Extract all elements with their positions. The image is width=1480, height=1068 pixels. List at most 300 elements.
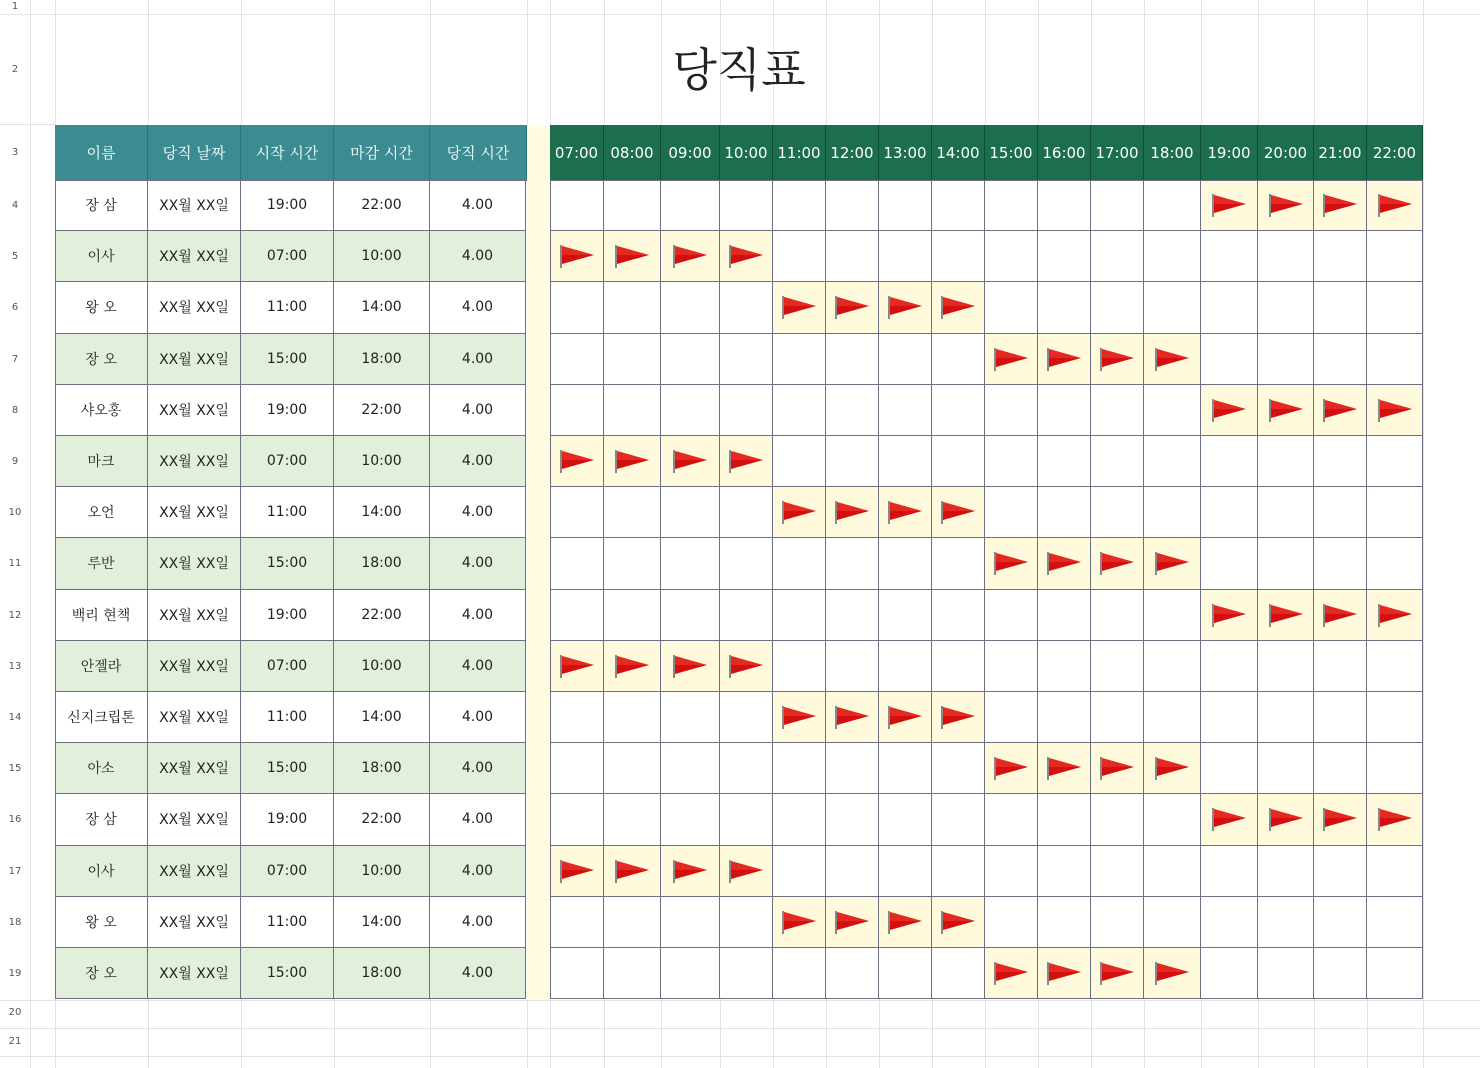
empty-hour-cell[interactable] (985, 590, 1038, 641)
hour-header[interactable]: 12:00 (826, 125, 879, 180)
row-date-cell[interactable]: XX월 XX일 (148, 692, 241, 743)
row-date-cell[interactable]: XX월 XX일 (148, 180, 241, 231)
row-end-cell[interactable]: 18:00 (334, 334, 430, 385)
row-start-cell[interactable]: 19:00 (241, 385, 334, 436)
empty-hour-cell[interactable] (1367, 436, 1423, 487)
empty-hour-cell[interactable] (1091, 692, 1144, 743)
row-end-cell[interactable]: 18:00 (334, 538, 430, 589)
row-start-cell[interactable]: 07:00 (241, 846, 334, 897)
duty-flag-cell[interactable] (1144, 538, 1201, 589)
empty-hour-cell[interactable] (1367, 538, 1423, 589)
duty-flag-cell[interactable] (932, 897, 985, 948)
empty-hour-cell[interactable] (826, 948, 879, 999)
empty-hour-cell[interactable] (1091, 385, 1144, 436)
empty-hour-cell[interactable] (932, 794, 985, 845)
empty-hour-cell[interactable] (550, 794, 604, 845)
row-end-cell[interactable]: 10:00 (334, 641, 430, 692)
duty-flag-cell[interactable] (826, 897, 879, 948)
empty-hour-cell[interactable] (661, 538, 720, 589)
duty-flag-cell[interactable] (661, 641, 720, 692)
empty-hour-cell[interactable] (826, 334, 879, 385)
empty-hour-cell[interactable] (985, 180, 1038, 231)
row-end-cell[interactable]: 22:00 (334, 385, 430, 436)
row-start-cell[interactable]: 15:00 (241, 334, 334, 385)
empty-hour-cell[interactable] (1091, 641, 1144, 692)
empty-hour-cell[interactable] (1367, 692, 1423, 743)
empty-hour-cell[interactable] (1201, 282, 1258, 333)
empty-hour-cell[interactable] (661, 180, 720, 231)
hour-header[interactable]: 09:00 (661, 125, 720, 180)
duty-flag-cell[interactable] (1144, 948, 1201, 999)
empty-hour-cell[interactable] (985, 897, 1038, 948)
empty-hour-cell[interactable] (773, 538, 826, 589)
empty-hour-cell[interactable] (720, 590, 773, 641)
empty-hour-cell[interactable] (661, 590, 720, 641)
duty-flag-cell[interactable] (1201, 794, 1258, 845)
row-number[interactable]: 20 (8, 1007, 22, 1019)
duty-flag-cell[interactable] (1258, 794, 1314, 845)
duty-flag-cell[interactable] (773, 692, 826, 743)
duty-flag-cell[interactable] (661, 436, 720, 487)
duty-flag-cell[interactable] (985, 743, 1038, 794)
row-start-cell[interactable]: 11:00 (241, 692, 334, 743)
row-date-cell[interactable]: XX월 XX일 (148, 846, 241, 897)
duty-flag-cell[interactable] (1314, 180, 1367, 231)
row-number[interactable]: 9 (11, 456, 19, 467)
empty-hour-cell[interactable] (1038, 794, 1091, 845)
row-number[interactable]: 10 (8, 507, 22, 519)
empty-hour-cell[interactable] (550, 487, 604, 538)
empty-hour-cell[interactable] (720, 897, 773, 948)
empty-hour-cell[interactable] (550, 897, 604, 948)
row-hours-cell[interactable]: 4.00 (430, 743, 526, 794)
row-number[interactable]: 19 (8, 968, 22, 979)
row-start-cell[interactable]: 07:00 (241, 436, 334, 487)
empty-hour-cell[interactable] (550, 692, 604, 743)
empty-hour-cell[interactable] (1367, 334, 1423, 385)
empty-hour-cell[interactable] (1258, 334, 1314, 385)
empty-hour-cell[interactable] (604, 180, 661, 231)
empty-hour-cell[interactable] (550, 180, 604, 231)
row-date-cell[interactable]: XX월 XX일 (148, 538, 241, 589)
empty-hour-cell[interactable] (550, 282, 604, 333)
empty-hour-cell[interactable] (1201, 846, 1258, 897)
empty-hour-cell[interactable] (1091, 436, 1144, 487)
hour-header[interactable]: 10:00 (720, 125, 773, 180)
hour-header[interactable]: 07:00 (550, 125, 604, 180)
empty-hour-cell[interactable] (1144, 794, 1201, 845)
empty-hour-cell[interactable] (1314, 897, 1367, 948)
empty-hour-cell[interactable] (985, 231, 1038, 282)
hour-header[interactable]: 11:00 (773, 125, 826, 180)
duty-flag-cell[interactable] (1144, 334, 1201, 385)
empty-hour-cell[interactable] (1038, 231, 1091, 282)
empty-hour-cell[interactable] (1038, 897, 1091, 948)
empty-hour-cell[interactable] (1144, 590, 1201, 641)
empty-hour-cell[interactable] (773, 334, 826, 385)
column-header[interactable]: 시작 시간 (241, 125, 334, 180)
duty-flag-cell[interactable] (826, 487, 879, 538)
row-end-cell[interactable]: 22:00 (334, 180, 430, 231)
empty-hour-cell[interactable] (1038, 692, 1091, 743)
hour-header[interactable]: 21:00 (1314, 125, 1367, 180)
row-hours-cell[interactable]: 4.00 (430, 846, 526, 897)
empty-hour-cell[interactable] (1091, 590, 1144, 641)
empty-hour-cell[interactable] (826, 385, 879, 436)
empty-hour-cell[interactable] (720, 282, 773, 333)
duty-flag-cell[interactable] (1258, 590, 1314, 641)
duty-flag-cell[interactable] (1091, 334, 1144, 385)
duty-flag-cell[interactable] (661, 846, 720, 897)
duty-flag-cell[interactable] (661, 231, 720, 282)
row-hours-cell[interactable]: 4.00 (430, 590, 526, 641)
row-name-cell[interactable]: 왕 오 (55, 282, 148, 333)
empty-hour-cell[interactable] (1091, 794, 1144, 845)
column-header[interactable]: 마감 시간 (334, 125, 430, 180)
empty-hour-cell[interactable] (1144, 846, 1201, 897)
empty-hour-cell[interactable] (985, 692, 1038, 743)
row-number[interactable]: 13 (8, 660, 22, 672)
duty-flag-cell[interactable] (720, 846, 773, 897)
empty-hour-cell[interactable] (985, 641, 1038, 692)
empty-hour-cell[interactable] (661, 897, 720, 948)
hour-header[interactable]: 16:00 (1038, 125, 1091, 180)
empty-hour-cell[interactable] (773, 231, 826, 282)
empty-hour-cell[interactable] (1201, 538, 1258, 589)
row-end-cell[interactable]: 22:00 (334, 590, 430, 641)
duty-flag-cell[interactable] (879, 692, 932, 743)
row-start-cell[interactable]: 19:00 (241, 590, 334, 641)
empty-hour-cell[interactable] (773, 641, 826, 692)
empty-hour-cell[interactable] (604, 334, 661, 385)
empty-hour-cell[interactable] (932, 590, 985, 641)
empty-hour-cell[interactable] (1367, 487, 1423, 538)
empty-hour-cell[interactable] (661, 794, 720, 845)
empty-hour-cell[interactable] (932, 334, 985, 385)
empty-hour-cell[interactable] (1258, 743, 1314, 794)
duty-flag-cell[interactable] (879, 282, 932, 333)
row-number[interactable]: 2 (11, 64, 19, 75)
empty-hour-cell[interactable] (1314, 948, 1367, 999)
empty-hour-cell[interactable] (1201, 231, 1258, 282)
empty-hour-cell[interactable] (879, 590, 932, 641)
column-header[interactable]: 당직 시간 (430, 125, 527, 180)
duty-flag-cell[interactable] (720, 231, 773, 282)
row-number[interactable]: 8 (11, 404, 19, 416)
empty-hour-cell[interactable] (1091, 180, 1144, 231)
row-name-cell[interactable]: 아소 (55, 743, 148, 794)
empty-hour-cell[interactable] (879, 385, 932, 436)
empty-hour-cell[interactable] (932, 231, 985, 282)
empty-hour-cell[interactable] (1144, 641, 1201, 692)
row-name-cell[interactable]: 안젤라 (55, 641, 148, 692)
empty-hour-cell[interactable] (1314, 231, 1367, 282)
empty-hour-cell[interactable] (604, 282, 661, 333)
hour-header[interactable]: 08:00 (604, 125, 661, 180)
duty-flag-cell[interactable] (604, 231, 661, 282)
duty-flag-cell[interactable] (1038, 334, 1091, 385)
duty-flag-cell[interactable] (1038, 743, 1091, 794)
empty-hour-cell[interactable] (1258, 641, 1314, 692)
empty-hour-cell[interactable] (550, 385, 604, 436)
row-start-cell[interactable]: 15:00 (241, 948, 334, 999)
empty-hour-cell[interactable] (1367, 846, 1423, 897)
empty-hour-cell[interactable] (1367, 897, 1423, 948)
empty-hour-cell[interactable] (1258, 897, 1314, 948)
empty-hour-cell[interactable] (826, 641, 879, 692)
duty-flag-cell[interactable] (720, 641, 773, 692)
empty-hour-cell[interactable] (1144, 436, 1201, 487)
empty-hour-cell[interactable] (1314, 487, 1367, 538)
duty-flag-cell[interactable] (1258, 385, 1314, 436)
empty-hour-cell[interactable] (773, 385, 826, 436)
empty-hour-cell[interactable] (1144, 231, 1201, 282)
empty-hour-cell[interactable] (661, 743, 720, 794)
empty-hour-cell[interactable] (1258, 692, 1314, 743)
row-start-cell[interactable]: 15:00 (241, 743, 334, 794)
duty-flag-cell[interactable] (1367, 385, 1423, 436)
row-hours-cell[interactable]: 4.00 (430, 180, 526, 231)
row-hours-cell[interactable]: 4.00 (430, 436, 526, 487)
row-number[interactable]: 3 (11, 147, 19, 158)
row-hours-cell[interactable]: 4.00 (430, 487, 526, 538)
row-date-cell[interactable]: XX월 XX일 (148, 897, 241, 948)
row-name-cell[interactable]: 마크 (55, 436, 148, 487)
empty-hour-cell[interactable] (1314, 692, 1367, 743)
row-end-cell[interactable]: 14:00 (334, 282, 430, 333)
row-date-cell[interactable]: XX월 XX일 (148, 282, 241, 333)
empty-hour-cell[interactable] (1144, 897, 1201, 948)
duty-flag-cell[interactable] (985, 948, 1038, 999)
empty-hour-cell[interactable] (1038, 641, 1091, 692)
empty-hour-cell[interactable] (1201, 487, 1258, 538)
empty-hour-cell[interactable] (879, 743, 932, 794)
empty-hour-cell[interactable] (1091, 897, 1144, 948)
empty-hour-cell[interactable] (1201, 641, 1258, 692)
empty-hour-cell[interactable] (604, 538, 661, 589)
empty-hour-cell[interactable] (604, 590, 661, 641)
empty-hour-cell[interactable] (985, 385, 1038, 436)
row-number[interactable]: 18 (8, 916, 22, 928)
empty-hour-cell[interactable] (932, 948, 985, 999)
row-name-cell[interactable]: 루반 (55, 538, 148, 589)
duty-flag-cell[interactable] (1038, 948, 1091, 999)
empty-hour-cell[interactable] (1091, 487, 1144, 538)
duty-flag-cell[interactable] (932, 282, 985, 333)
empty-hour-cell[interactable] (1144, 282, 1201, 333)
empty-hour-cell[interactable] (1038, 590, 1091, 641)
empty-hour-cell[interactable] (932, 641, 985, 692)
row-number[interactable]: 1 (11, 1, 19, 12)
empty-hour-cell[interactable] (1201, 436, 1258, 487)
empty-hour-cell[interactable] (1314, 538, 1367, 589)
row-number[interactable]: 14 (8, 712, 22, 723)
empty-hour-cell[interactable] (826, 846, 879, 897)
empty-hour-cell[interactable] (720, 743, 773, 794)
empty-hour-cell[interactable] (604, 948, 661, 999)
duty-flag-cell[interactable] (1091, 538, 1144, 589)
empty-hour-cell[interactable] (604, 385, 661, 436)
empty-hour-cell[interactable] (879, 794, 932, 845)
row-name-cell[interactable]: 왕 오 (55, 897, 148, 948)
duty-flag-cell[interactable] (1091, 743, 1144, 794)
empty-hour-cell[interactable] (550, 948, 604, 999)
row-hours-cell[interactable]: 4.00 (430, 538, 526, 589)
row-name-cell[interactable]: 이사 (55, 846, 148, 897)
empty-hour-cell[interactable] (826, 180, 879, 231)
empty-hour-cell[interactable] (1314, 641, 1367, 692)
hour-header[interactable]: 15:00 (985, 125, 1038, 180)
empty-hour-cell[interactable] (879, 641, 932, 692)
duty-flag-cell[interactable] (604, 436, 661, 487)
hour-header[interactable]: 14:00 (932, 125, 985, 180)
row-number[interactable]: 6 (11, 302, 19, 314)
duty-flag-cell[interactable] (985, 334, 1038, 385)
duty-flag-cell[interactable] (550, 231, 604, 282)
row-end-cell[interactable]: 10:00 (334, 436, 430, 487)
row-hours-cell[interactable]: 4.00 (430, 334, 526, 385)
row-date-cell[interactable]: XX월 XX일 (148, 743, 241, 794)
duty-flag-cell[interactable] (1314, 794, 1367, 845)
empty-hour-cell[interactable] (826, 231, 879, 282)
row-name-cell[interactable]: 장 오 (55, 334, 148, 385)
empty-hour-cell[interactable] (932, 180, 985, 231)
duty-flag-cell[interactable] (879, 487, 932, 538)
duty-flag-cell[interactable] (1367, 590, 1423, 641)
empty-hour-cell[interactable] (1038, 487, 1091, 538)
empty-hour-cell[interactable] (1314, 334, 1367, 385)
empty-hour-cell[interactable] (773, 846, 826, 897)
duty-flag-cell[interactable] (1038, 538, 1091, 589)
empty-hour-cell[interactable] (879, 231, 932, 282)
empty-hour-cell[interactable] (1367, 743, 1423, 794)
row-hours-cell[interactable]: 4.00 (430, 794, 526, 845)
duty-flag-cell[interactable] (773, 282, 826, 333)
row-date-cell[interactable]: XX월 XX일 (148, 948, 241, 999)
duty-flag-cell[interactable] (826, 692, 879, 743)
row-name-cell[interactable]: 장 삼 (55, 180, 148, 231)
row-start-cell[interactable]: 11:00 (241, 282, 334, 333)
row-end-cell[interactable]: 14:00 (334, 897, 430, 948)
empty-hour-cell[interactable] (932, 385, 985, 436)
empty-hour-cell[interactable] (720, 180, 773, 231)
duty-flag-cell[interactable] (773, 897, 826, 948)
empty-hour-cell[interactable] (932, 436, 985, 487)
row-hours-cell[interactable]: 4.00 (430, 692, 526, 743)
row-name-cell[interactable]: 장 삼 (55, 794, 148, 845)
duty-flag-cell[interactable] (1367, 794, 1423, 845)
empty-hour-cell[interactable] (604, 487, 661, 538)
row-number[interactable]: 5 (11, 251, 19, 263)
empty-hour-cell[interactable] (661, 692, 720, 743)
row-start-cell[interactable]: 15:00 (241, 538, 334, 589)
empty-hour-cell[interactable] (932, 743, 985, 794)
row-end-cell[interactable]: 18:00 (334, 743, 430, 794)
row-name-cell[interactable]: 샤오홍 (55, 385, 148, 436)
empty-hour-cell[interactable] (985, 794, 1038, 845)
empty-hour-cell[interactable] (773, 436, 826, 487)
row-number[interactable]: 16 (8, 814, 22, 826)
empty-hour-cell[interactable] (720, 538, 773, 589)
empty-hour-cell[interactable] (1091, 282, 1144, 333)
duty-flag-cell[interactable] (550, 846, 604, 897)
empty-hour-cell[interactable] (720, 487, 773, 538)
empty-hour-cell[interactable] (879, 334, 932, 385)
row-date-cell[interactable]: XX월 XX일 (148, 794, 241, 845)
empty-hour-cell[interactable] (773, 180, 826, 231)
empty-hour-cell[interactable] (985, 436, 1038, 487)
row-start-cell[interactable]: 07:00 (241, 641, 334, 692)
empty-hour-cell[interactable] (932, 538, 985, 589)
empty-hour-cell[interactable] (1367, 948, 1423, 999)
duty-flag-cell[interactable] (604, 846, 661, 897)
empty-hour-cell[interactable] (1314, 846, 1367, 897)
empty-hour-cell[interactable] (1144, 692, 1201, 743)
empty-hour-cell[interactable] (1201, 334, 1258, 385)
empty-hour-cell[interactable] (550, 334, 604, 385)
hour-header[interactable]: 22:00 (1367, 125, 1423, 180)
row-start-cell[interactable]: 07:00 (241, 231, 334, 282)
empty-hour-cell[interactable] (550, 538, 604, 589)
empty-hour-cell[interactable] (1258, 538, 1314, 589)
duty-flag-cell[interactable] (932, 487, 985, 538)
row-number[interactable]: 11 (8, 558, 22, 570)
empty-hour-cell[interactable] (826, 743, 879, 794)
row-name-cell[interactable]: 백리 현책 (55, 590, 148, 641)
hour-header[interactable]: 18:00 (1144, 125, 1201, 180)
duty-flag-cell[interactable] (1367, 180, 1423, 231)
duty-flag-cell[interactable] (1201, 590, 1258, 641)
column-header[interactable]: 이름 (55, 125, 148, 180)
row-start-cell[interactable]: 11:00 (241, 897, 334, 948)
empty-hour-cell[interactable] (1038, 180, 1091, 231)
row-name-cell[interactable]: 이사 (55, 231, 148, 282)
empty-hour-cell[interactable] (720, 794, 773, 845)
empty-hour-cell[interactable] (879, 846, 932, 897)
empty-hour-cell[interactable] (826, 436, 879, 487)
duty-flag-cell[interactable] (550, 436, 604, 487)
empty-hour-cell[interactable] (604, 794, 661, 845)
empty-hour-cell[interactable] (604, 897, 661, 948)
empty-hour-cell[interactable] (773, 743, 826, 794)
row-hours-cell[interactable]: 4.00 (430, 897, 526, 948)
empty-hour-cell[interactable] (1038, 436, 1091, 487)
row-date-cell[interactable]: XX월 XX일 (148, 590, 241, 641)
empty-hour-cell[interactable] (773, 794, 826, 845)
duty-flag-cell[interactable] (879, 897, 932, 948)
row-end-cell[interactable]: 14:00 (334, 487, 430, 538)
empty-hour-cell[interactable] (1038, 846, 1091, 897)
row-start-cell[interactable]: 19:00 (241, 794, 334, 845)
row-end-cell[interactable]: 10:00 (334, 231, 430, 282)
duty-flag-cell[interactable] (1091, 948, 1144, 999)
empty-hour-cell[interactable] (720, 948, 773, 999)
row-end-cell[interactable]: 10:00 (334, 846, 430, 897)
empty-hour-cell[interactable] (661, 487, 720, 538)
empty-hour-cell[interactable] (879, 538, 932, 589)
empty-hour-cell[interactable] (826, 538, 879, 589)
empty-hour-cell[interactable] (1314, 282, 1367, 333)
duty-flag-cell[interactable] (550, 641, 604, 692)
row-date-cell[interactable]: XX월 XX일 (148, 487, 241, 538)
empty-hour-cell[interactable] (661, 385, 720, 436)
empty-hour-cell[interactable] (1201, 743, 1258, 794)
duty-flag-cell[interactable] (826, 282, 879, 333)
empty-hour-cell[interactable] (879, 948, 932, 999)
empty-hour-cell[interactable] (1258, 231, 1314, 282)
empty-hour-cell[interactable] (1144, 487, 1201, 538)
empty-hour-cell[interactable] (1258, 846, 1314, 897)
